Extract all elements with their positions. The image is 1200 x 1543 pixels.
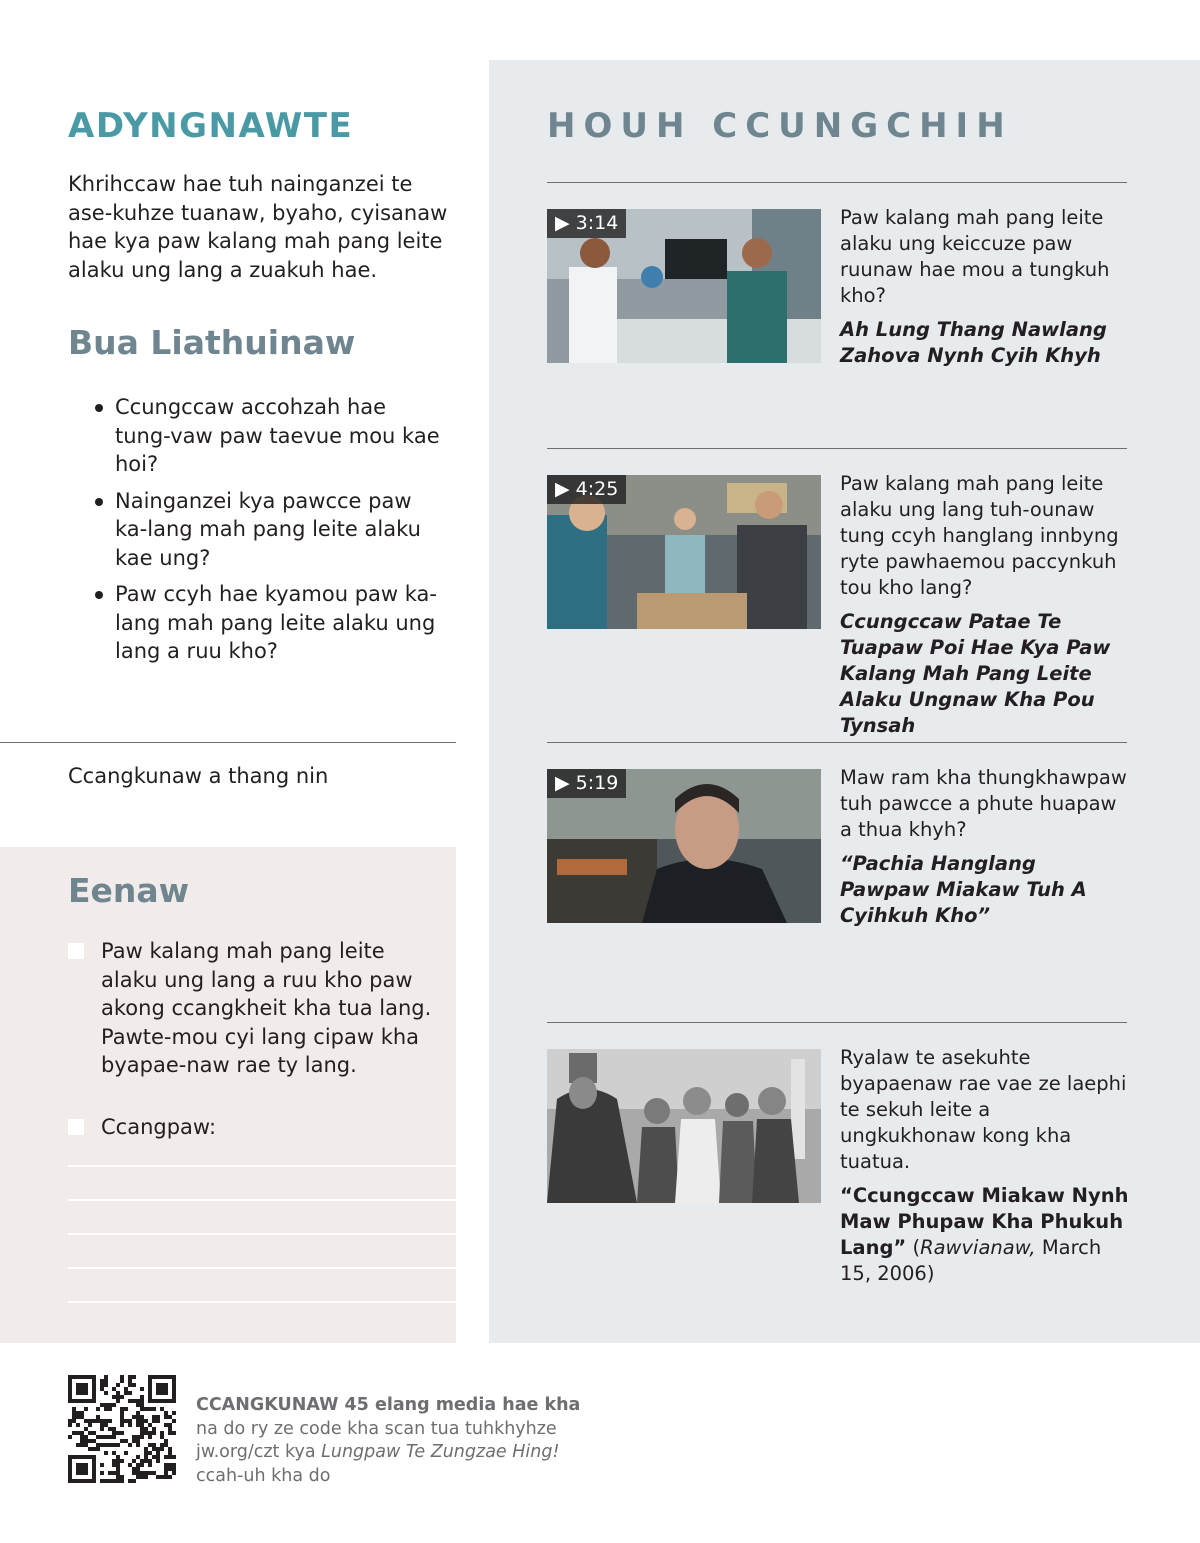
media-divider (547, 1022, 1127, 1023)
video-duration-badge (547, 769, 626, 798)
footer-link[interactable]: jw.org/czt kya (196, 1442, 322, 1462)
objective-heading: ADYNGNAWTE (68, 106, 354, 146)
qr-code-icon (68, 1375, 176, 1483)
video-duration-badge (547, 475, 626, 504)
media-title[interactable]: “Pachia Hanglang Pawpaw Miakaw Tuh A Cyihkuh Kho” (840, 852, 1087, 927)
article-source-name: Rawvianaw, (920, 1236, 1036, 1259)
article-title: “Ccungccaw Miakaw Nynh Maw Phupaw Kha Phukuh Lang” (840, 1184, 1129, 1259)
article-source-date: March 15, 2006) (840, 1236, 1102, 1285)
play-icon: ▶ (555, 772, 570, 794)
media-description: Maw ram kha thungkhawpaw tuh pawcce a phute huapaw a thua khyh? (840, 766, 1127, 841)
article-thumbnail[interactable] (547, 1049, 821, 1203)
footer-line-1: CCANGKUNAW 45 elang media hae kha (196, 1395, 581, 1415)
goal-checkbox[interactable] (68, 943, 84, 959)
video-thumbnail[interactable] (547, 209, 821, 363)
media-description: Paw kalang mah pang leite alaku ung keiccuze paw ruunaw hae mou a tungkuh kho? (840, 206, 1110, 307)
media-item (840, 1045, 1130, 1287)
video-thumbnail[interactable] (547, 769, 821, 923)
write-line[interactable] (68, 1301, 456, 1303)
review-question: Nainganzei kya pawcce paw ka-lang mah pang leite alaku kae ung? (93, 487, 448, 573)
write-line[interactable] (68, 1267, 456, 1269)
date-label: Ccangkunaw a thang nin (68, 764, 329, 788)
footer-line-2: na do ry ze code kha scan tua tuhkhyhze (196, 1418, 557, 1439)
goal-item: Paw kalang mah pang leite alaku ung lang a ruu kho paw akong ccangkheit kha tua lang. Pawte-mou cyi lang cipaw kha byapae-naw rae ty lang. (101, 939, 432, 1077)
play-icon: ▶ (555, 212, 570, 234)
article-reference[interactable] (840, 1183, 1130, 1287)
write-line[interactable] (68, 1233, 456, 1235)
media-title[interactable]: Ccungccaw Patae Te Tuapaw Poi Hae Kya Paw Kalang Mah Pang Leite Alaku Ungnaw Kha Pou Tynsah (840, 610, 1111, 737)
qr-code[interactable] (68, 1375, 176, 1483)
footer-book-title: Lungpaw Te Zungzae Hing! (321, 1442, 560, 1462)
media-description: Paw kalang mah pang leite alaku ung lang tuh-ounaw tung ccyh hanglang innbyng ryte pawhaemou paccynkuh tou kho lang? (840, 472, 1119, 599)
media-heading: HOUH CCUNGCHIH (547, 106, 1013, 146)
media-item (840, 471, 1130, 739)
objective-text: Khrihccaw hae tuh nainganzei te ase-kuhze tuanaw, byaho, cyisanaw hae kya paw kalang mah pang leite alaku ung lang a zuakuh hae. (68, 172, 448, 282)
divider (0, 742, 456, 743)
article-source-open: ( (906, 1236, 921, 1259)
media-divider (547, 448, 1127, 449)
review-heading: Bua Liathuinaw (68, 323, 356, 362)
review-question: Paw ccyh hae kyamou paw ka-lang mah pang leite alaku ung lang a ruu kho? (93, 580, 448, 666)
media-divider (547, 742, 1127, 743)
goal-checkbox[interactable] (68, 1119, 84, 1135)
play-icon: ▶ (555, 478, 570, 500)
write-line[interactable] (68, 1165, 456, 1167)
footer-line-4: ccah-uh kha do (196, 1465, 331, 1486)
media-item (840, 205, 1130, 369)
video-duration: 4:25 (575, 478, 619, 500)
video-duration: 3:14 (575, 212, 619, 234)
media-divider (547, 182, 1127, 183)
media-item (840, 765, 1130, 929)
review-question: Ccungccaw accohzah hae tung-vaw paw taevue mou kae hoi? (93, 393, 448, 479)
review-questions (93, 393, 448, 674)
media-description: Ryalaw te asekuhte byapaenaw rae vae ze laephi te sekuh leite a ungkukhonaw kong kha tuatua. (840, 1046, 1127, 1173)
video-duration-badge (547, 209, 626, 238)
ancient-figures-illustration (547, 1049, 821, 1203)
video-thumbnail[interactable] (547, 475, 821, 629)
write-line[interactable] (68, 1199, 456, 1201)
goal-panel (0, 847, 456, 1343)
goal-heading: Eenaw (68, 871, 190, 910)
video-duration: 5:19 (575, 772, 619, 794)
media-title[interactable]: Ah Lung Thang Nawlang Zahova Nynh Cyih Khyh (840, 318, 1107, 367)
goal-item-other-label: Ccangpaw: (101, 1115, 217, 1139)
footer-note (196, 1394, 596, 1488)
